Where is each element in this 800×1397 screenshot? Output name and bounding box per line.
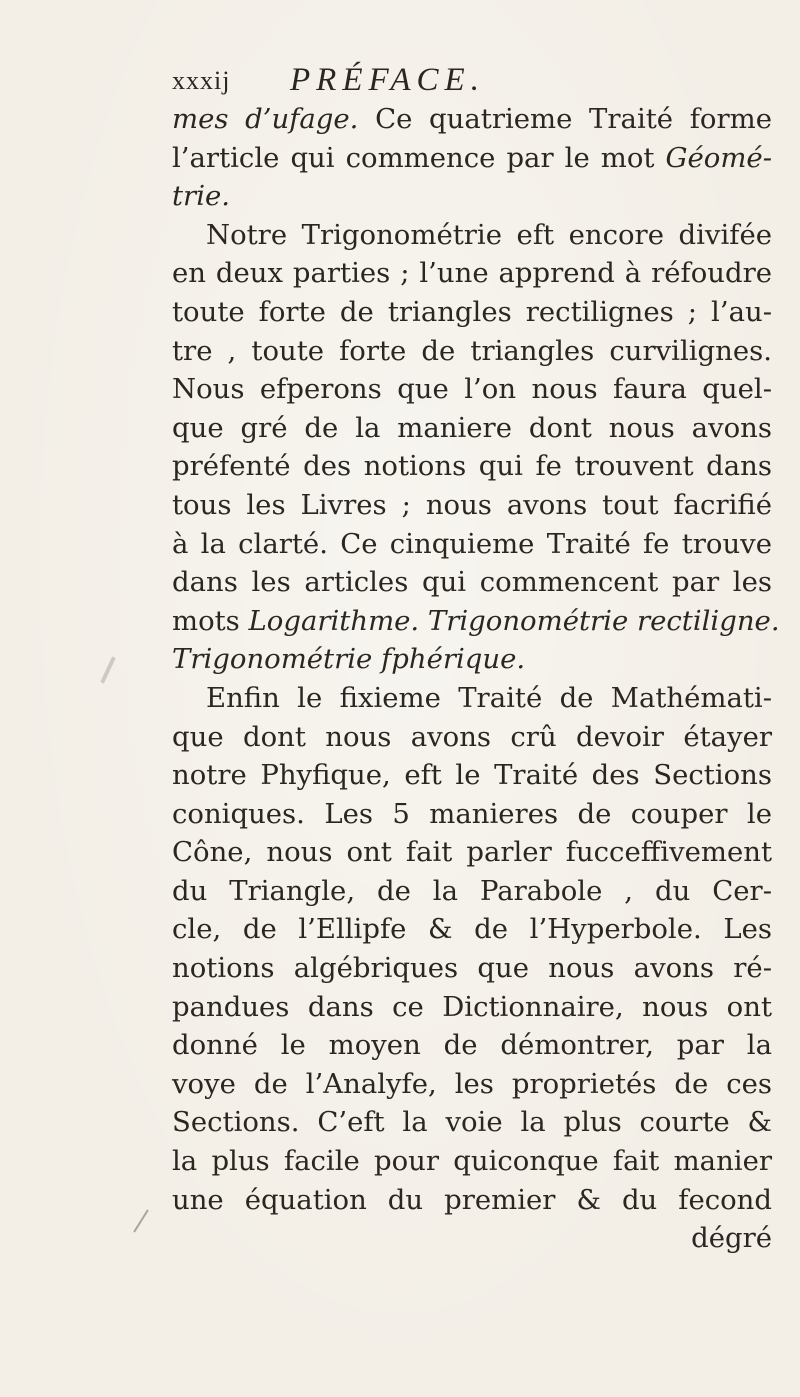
body-text xyxy=(172,100,780,1258)
text-line xyxy=(172,486,772,525)
margin-smudge xyxy=(100,656,115,683)
text-segment: Cône, nous ont fait parler fucceffivement xyxy=(172,836,772,869)
text-segment: coniques. Les 5 manieres de couper le xyxy=(172,797,772,830)
text-line xyxy=(172,216,772,255)
text-segment: pandues dans ce Dictionnaire, nous ont xyxy=(172,990,772,1023)
text-line xyxy=(172,447,772,486)
text-segment: Enfin le fixieme Traité de Mathémati- xyxy=(206,681,772,714)
text-segment: tous les Livres ; nous avons tout facrifié xyxy=(172,488,772,521)
text-line xyxy=(172,139,772,178)
text-line xyxy=(172,602,780,641)
text-line xyxy=(172,1065,772,1104)
text-line xyxy=(172,177,772,216)
text-segment: notre Phyfique, eft le Traité des Sections xyxy=(172,759,772,792)
text-line xyxy=(172,525,772,564)
text-line xyxy=(172,370,772,409)
text-segment: notions algébriques que nous avons ré- xyxy=(172,952,772,985)
text-segment: Notre Trigonométrie eft encore divifée xyxy=(206,218,772,251)
text-segment: préfenté des notions qui fe trouvent dans xyxy=(172,450,772,483)
text-line xyxy=(172,949,772,988)
text-segment: mots xyxy=(172,604,249,637)
text-segment: mes xyxy=(172,103,246,135)
text-line xyxy=(172,1026,772,1065)
text-segment: d’ufage. xyxy=(245,103,359,135)
text-segment: une équation du premier & du fecond xyxy=(172,1183,772,1216)
text-segment: que dont nous avons crû devoir étayer xyxy=(172,720,772,753)
text-line xyxy=(172,100,772,139)
text-segment: trie. xyxy=(172,180,231,213)
text-segment: l’article qui commence par le mot xyxy=(172,141,666,174)
text-line xyxy=(172,910,772,949)
text-line xyxy=(172,756,772,795)
text-line xyxy=(172,640,772,679)
text-segment: tre , toute forte de triangles curvilignes. xyxy=(172,334,772,367)
text-segment: toute forte de triangles rectilignes ; l’au- xyxy=(172,295,772,328)
text-line xyxy=(172,872,772,911)
text-segment: Sections. C’eft la voie la plus courte & xyxy=(172,1106,772,1139)
text-line xyxy=(172,718,772,757)
text-line xyxy=(172,254,772,293)
text-segment: voye de l’Analyfe, les proprietés de ces xyxy=(172,1067,772,1100)
text-segment: Géomé- xyxy=(665,141,772,174)
text-segment: en deux parties ; l’une apprend à réfoudre xyxy=(172,257,772,290)
text-segment: la plus facile pour quiconque fait manier xyxy=(172,1145,772,1178)
text-segment: donné le moyen de démontrer, par la xyxy=(172,1029,772,1062)
text-line xyxy=(172,1103,772,1142)
text-line xyxy=(172,1142,772,1181)
text-line xyxy=(172,833,772,872)
text-line xyxy=(172,1181,772,1220)
text-segment: Nous efperons que l’on nous faura quel- xyxy=(172,373,772,406)
text-segment: à la clarté. Ce cinquieme Traité fe trouve xyxy=(172,527,772,560)
text-line xyxy=(172,679,772,718)
running-head: PRÉFACE. xyxy=(290,62,485,98)
text-segment: dans les articles qui commencent par les xyxy=(172,566,772,599)
text-segment: Trigonométrie fphérique. xyxy=(172,643,526,676)
text-line xyxy=(172,1219,772,1258)
text-line xyxy=(172,332,772,371)
text-segment: du Triangle, de la Parabole , du Cer- xyxy=(172,874,772,907)
text-segment: que gré de la maniere dont nous avons xyxy=(172,411,772,444)
page-header xyxy=(172,62,642,102)
text-line xyxy=(172,409,772,448)
text-segment: dégré xyxy=(691,1222,772,1255)
text-line xyxy=(172,795,772,834)
text-segment: Logarithme. Trigonométrie rectiligne. xyxy=(248,604,780,637)
text-line xyxy=(172,563,772,602)
text-segment: Ce quatrieme Traité forme xyxy=(358,103,772,135)
margin-mark xyxy=(133,1209,148,1232)
text-line xyxy=(172,293,772,332)
text-line xyxy=(172,988,772,1027)
page-number: xxxij xyxy=(172,66,231,95)
text-segment: cle, de l’Ellipfe & de l’Hyperbole. Les xyxy=(172,913,772,946)
